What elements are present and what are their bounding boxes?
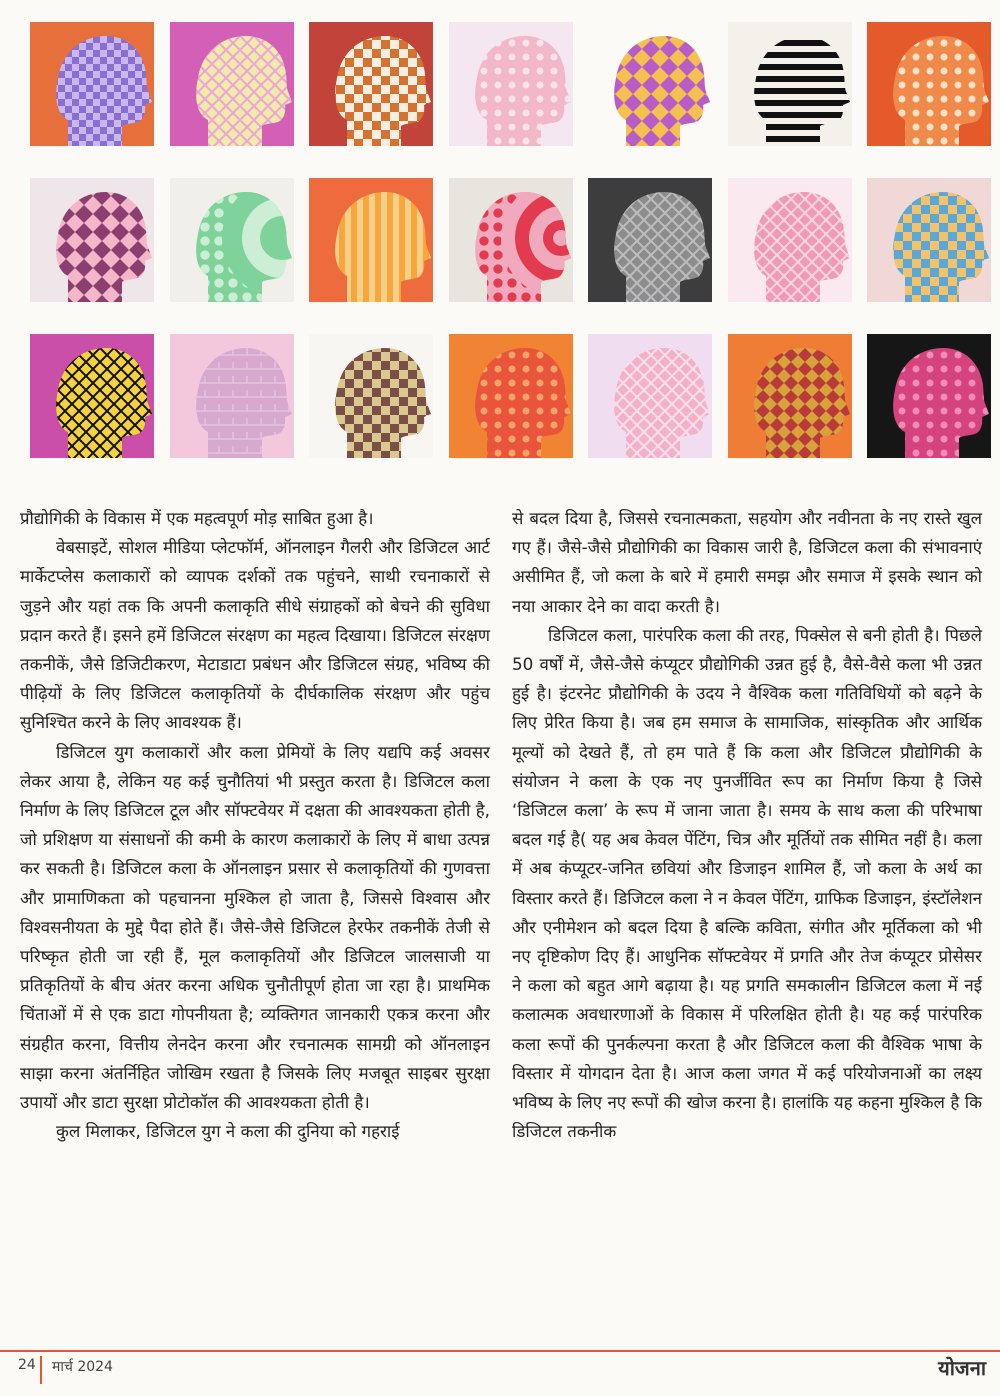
head-tile bbox=[867, 334, 991, 458]
head-tile bbox=[728, 178, 852, 302]
head-tile bbox=[309, 334, 433, 458]
paragraph: से बदल दिया है, जिससे रचनात्मकता, सहयोग और नवीनता के नए रास्ते खुल गए हैं। जैसे-जैसे प्रौद्योगिकी का विकास जारी है, डिजिटल कला की संभावनाएं असीमित हैं, जो कला के बारे में हमारी समझ और समाज में इसके स्थान को नया आकार देने का वादा करती है। bbox=[512, 508, 982, 616]
head-tile bbox=[728, 334, 852, 458]
head-tile bbox=[309, 178, 433, 302]
head-tile bbox=[30, 178, 154, 302]
footer-rule bbox=[0, 1350, 1000, 1352]
head-tile bbox=[170, 178, 294, 302]
head-tile bbox=[588, 334, 712, 458]
head-tile bbox=[867, 22, 991, 146]
footer-divider bbox=[40, 1356, 42, 1384]
head-tile bbox=[30, 22, 154, 146]
head-tile bbox=[449, 22, 573, 146]
article-left-column bbox=[20, 504, 490, 1146]
head-tile bbox=[30, 334, 154, 458]
head-tile bbox=[588, 178, 712, 302]
head-tile bbox=[449, 334, 573, 458]
head-tile bbox=[170, 334, 294, 458]
illustration-head-grid bbox=[30, 22, 990, 474]
paragraph: प्रौद्योगिकी के विकास में एक महत्वपूर्ण मोड़ साबित हुआ है। bbox=[20, 508, 374, 528]
issue-date: मार्च 2024 bbox=[52, 1359, 113, 1375]
paragraph: डिजिटल कला, पारंपरिक कला की तरह, पिक्सेल से बनी होती है। पिछले 50 वर्षों में, जैसे-जैसे कंप्यूटर प्रौद्योगिकी उन्नत हुई है, वैसे-वैसे कला भी उन्नत हुई है। इंटरनेट प्रौद्योगिकी के उदय ने वैश्विक कला गतिविधियों को बढ़ने के लिए प्रेरित किया है। जब हम समाज के सामाजिक, सांस्कृतिक और आर्थिक मूल्यों को देखते हैं, तो हम पाते हैं कि कला और डिजिटल प्रौद्योगिकी के संयोजन ने कला के एक नए पुनर्जीवित रूप का निर्माण किया है जिसे ‘डिजिटल कला’ के रूप में जाना जाता है। समय के साथ कला की परिभाषा बदल गई है( यह अब केवल पेंटिंग, चित्र और मूर्तियों तक सीमित नहीं है। कला में अब कंप्यूटर-जनित छवियां और डिजाइन शामिल हैं, जो कला के अर्थ का विस्तार करते हैं। डिजिटल कला ने न केवल पेंटिंग, ग्राफिक डिजाइन, इंस्टॉलेशन और एनीमेशन को बदल दिया है बल्कि कविता, संगीत और मूर्तिकला को भी नए दृष्टिकोण दिए हैं। आधुनिक सॉफ्टवेयर में प्रगति और तेज कंप्यूटर प्रोसेसर ने कला को बहुत आगे बढ़ाया है। यह प्रगति समकालीन डिजिटल कला में नई कलात्मक अवधारणाओं के विकास में परिलक्षित होती है। यह कई पारंपरिक कला रूपों की पुनर्कल्पना करता है और डिजिटल कला की वैश्विक भाषा के विस्तार में योगदान देता है। आज कला जगत में कई परियोजनाओं का लक्ष्य भविष्य के लिए नए रूपों की खोज करना है। हालांकि यह कहना मुश्किल है कि डिजिटल तकनीक bbox=[512, 624, 982, 1142]
paragraph: वेबसाइटें, सोशल मीडिया प्लेटफॉर्म, ऑनलाइन गैलरी और डिजिटल आर्ट मार्केटप्लेस कलाकारों को व्यापक दर्शकों तक पहुंचने, साथी रचनाकारों से जुड़ने और यहां तक कि अपनी कलाकृति सीधे संग्राहकों को बेचने की सुविधा प्रदान करते हैं। इसने हमें डिजिटल संरक्षण का महत्व दिखाया। डिजिटल संरक्षण तकनीकें, जैसे डिजिटीकरण, मेटाडाटा प्रबंधन और डिजिटल संग्रह, भविष्य की पीढ़ियों के लिए डिजिटल कलाकृतियों के दीर्घकालिक संरक्षण और पहुंच सुनिश्चित करने के लिए आवश्यक हैं। bbox=[20, 537, 490, 733]
head-tile bbox=[867, 178, 991, 302]
page-number: 24 bbox=[18, 1357, 36, 1373]
head-tile bbox=[588, 22, 712, 146]
article-right-column bbox=[512, 504, 982, 1146]
head-tile bbox=[170, 22, 294, 146]
magazine-name: योजना bbox=[938, 1356, 986, 1380]
head-tile bbox=[309, 22, 433, 146]
paragraph: कुल मिलाकर, डिजिटल युग ने कला की दुनिया को गहराई bbox=[56, 1121, 400, 1142]
paragraph: डिजिटल युग कलाकारों और कला प्रेमियों के लिए यद्यपि कई अवसर लेकर आया है, लेकिन यह कई चुनौतियां भी प्रस्तुत करता है। डिजिटल कला निर्माण के लिए डिजिटल टूल और सॉफ्टवेयर में दक्षता की आवश्यकता होती है, जो प्रशिक्षण या संसाधनों की कमी के कारण कलाकारों के लिए में बाधा उत्पन्न कर सकती है। डिजिटल कला के ऑनलाइन प्रसार से कलाकृतियों की गुणवत्ता और प्रामाणिकता को पहचानना मुश्किल हो जाता है, जिससे विश्वास और विश्वसनीयता के मुद्दे पैदा होते हैं। जैसे-जैसे डिजिटल हेरफेर तकनीकें तेजी से परिष्कृत होती जा रही हैं, मूल कलाकृतियों और डिजिटल जालसाजी या प्रतिकृतियों के बीच अंतर करना अधिक चुनौतीपूर्ण होता जा रहा है। प्राथमिक चिंताओं में से एक डाटा गोपनीयता है; व्यक्तिगत जानकारी एकत्र करना और संग्रहीत करना, वित्तीय लेनदेन करना और रचनात्मक सामग्री को ऑनलाइन साझा करना अंतर्निहित जोखिम रखता है जिसके लिए मजबूत साइबर सुरक्षा उपायों और डाटा सुरक्षा प्रोटोकॉल की आवश्यकता होती है। bbox=[20, 741, 490, 1113]
head-tile bbox=[449, 178, 573, 302]
head-tile bbox=[728, 22, 852, 146]
